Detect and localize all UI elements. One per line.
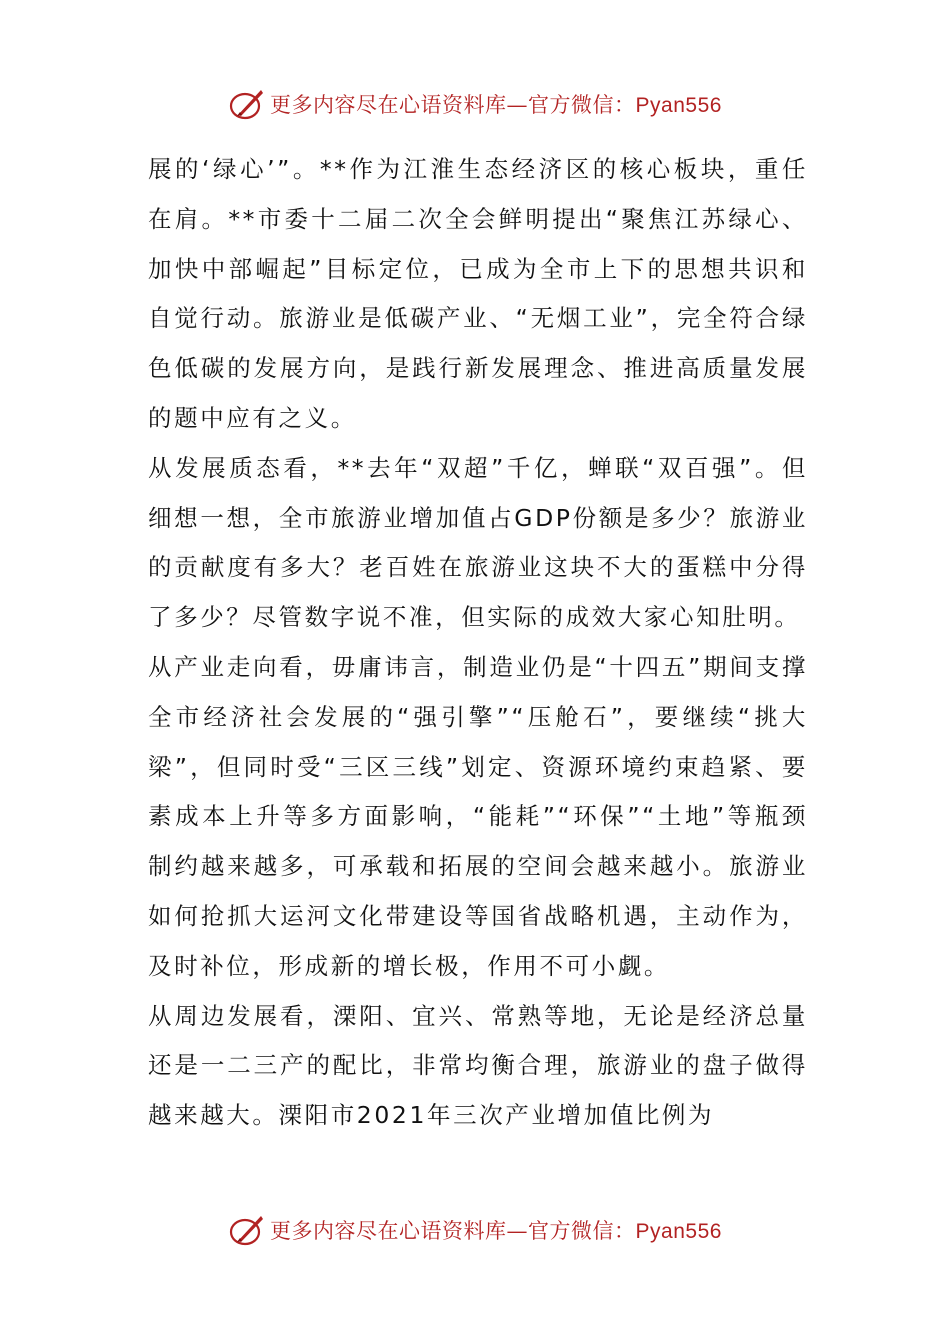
footer-banner [0,1208,950,1252]
paragraph: 从发展质态看，**去年“双超”千亿，蝉联“双百强”。但细想一想，全市旅游业增加值占GDP份额是多少？旅游业的贡献度有多大？老百姓在旅游业这块不大的蛋糕中分得了多少？尽管数字说不准，但实际的成效大家心知肚明。 [148,453,808,632]
header-wechat-id: Pyan556 [635,94,722,117]
paragraph: 展的‘绿心’”。**作为江淮生态经济区的核心板块，重任在肩。**市委十二届二次全会鲜明提出“聚焦江苏绿心、加快中部崛起”目标定位，已成为全市上下的思想共识和自觉行动。旅游业是低碳产业、“无烟工业”，完全符合绿色低碳的发展方向，是践行新发展理念、推进高质量发展的题中应有之义。 [148,155,808,432]
quill-pen-logo-icon [228,1211,266,1249]
header-banner-text: 更多内容尽在心语资料库—官方微信：Pyan556 [270,93,722,117]
header-banner [0,82,950,126]
quill-pen-logo-icon [228,85,266,123]
paragraph: 从产业走向看，毋庸讳言，制造业仍是“十四五”期间支撑全市经济社会发展的“强引擎”“压舱石”，要继续“挑大梁”，但同时受“三区三线”划定、资源环境约束趋紧、要素成本上升等多方面影响，“能耗”“环保”“土地”等瓶颈制约越来越多，可承载和拓展的空间会越来越小。旅游业如何抢抓大运河文化带建设等国省战略机遇，主动作为，及时补位，形成新的增长极，作用不可小觑。 [148,652,808,980]
document-body [148,145,808,1141]
footer-wechat-id: Pyan556 [635,1220,722,1243]
paragraph: 从周边发展看，溧阳、宜兴、常熟等地，无论是经济总量还是一二三产的配比，非常均衡合理，旅游业的盘子做得越来越大。溧阳市2021年三次产业增加值比例为 [148,1001,808,1130]
footer-banner-text: 更多内容尽在心语资料库—官方微信：Pyan556 [270,1219,722,1243]
